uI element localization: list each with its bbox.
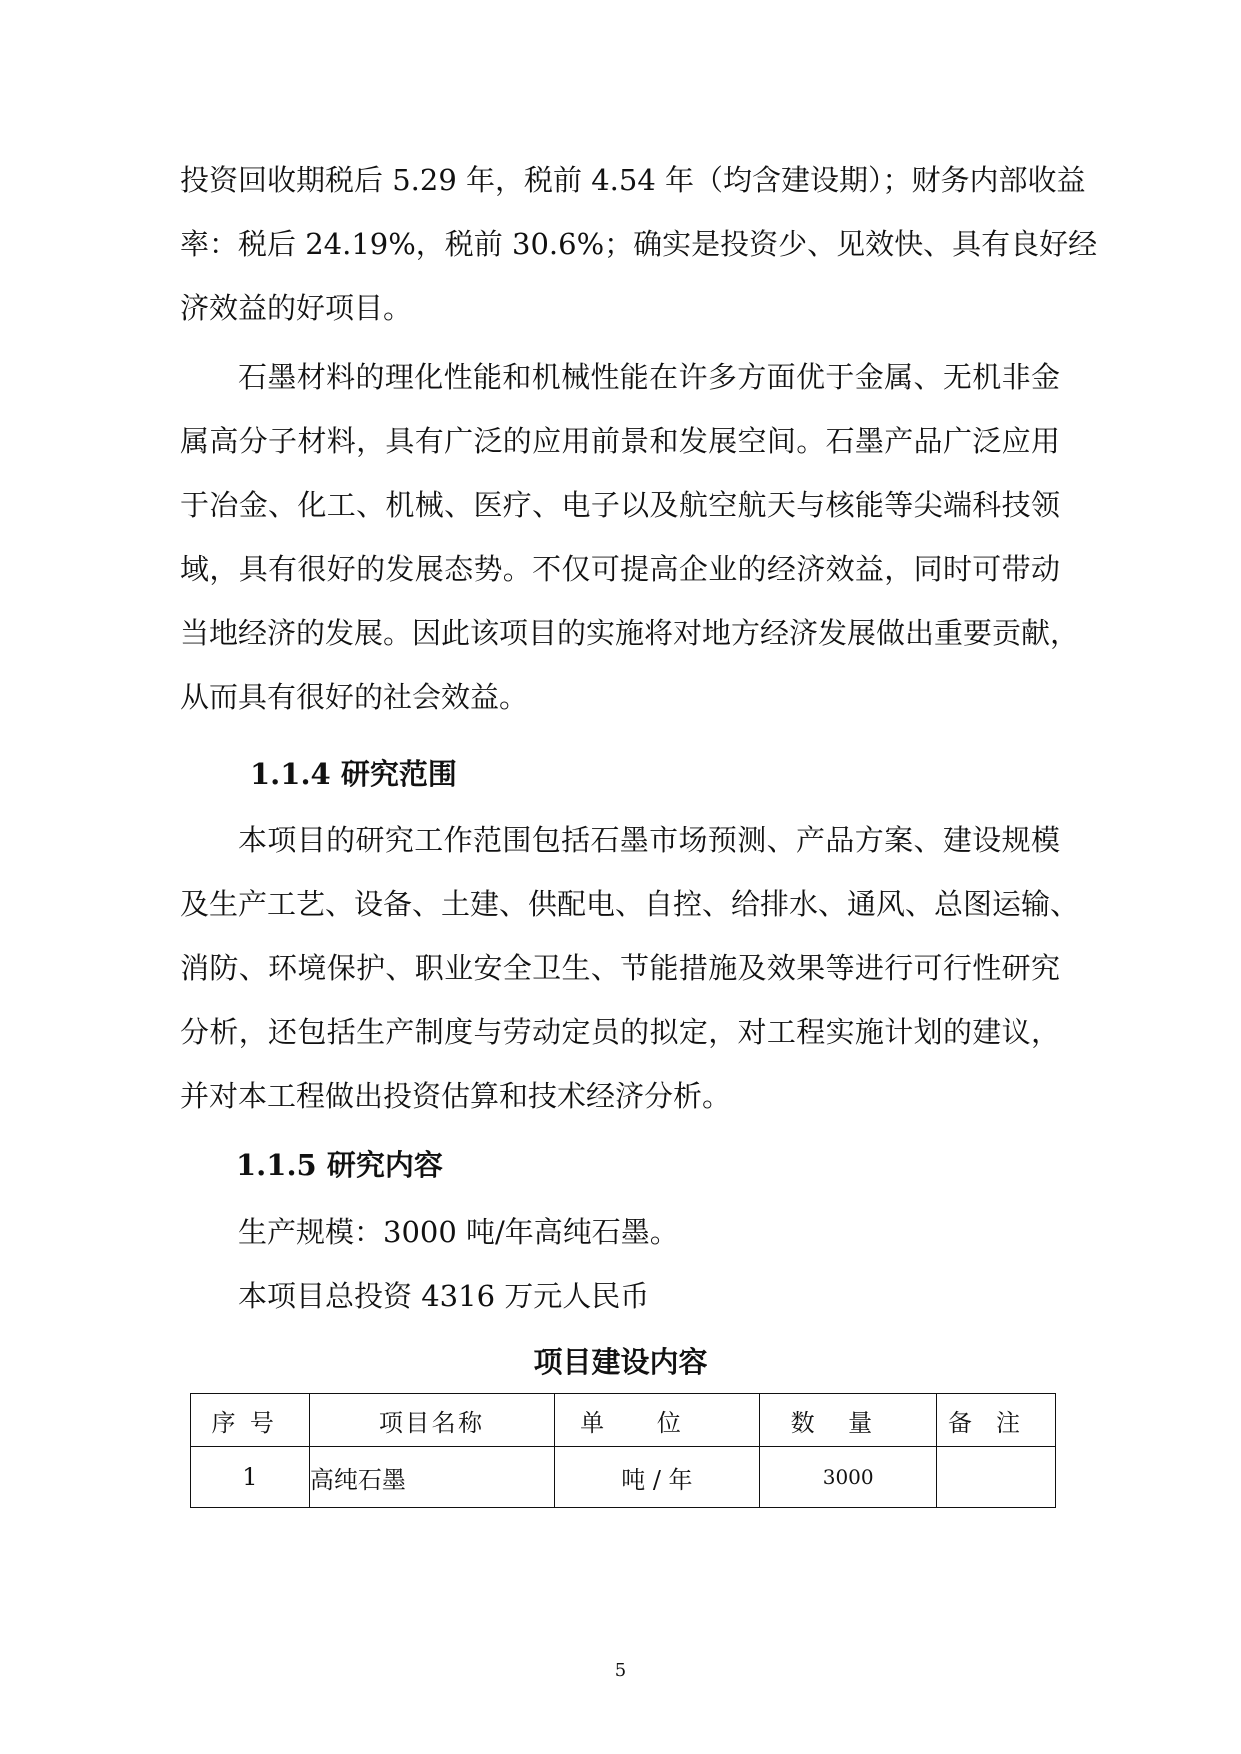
section-heading-1-1-4: 1.1.4 研究范围 bbox=[250, 757, 457, 791]
project-content-table bbox=[190, 1393, 1056, 1508]
column-header-note: 备注 bbox=[937, 1394, 1056, 1447]
text-line: 济效益的好项目。 bbox=[180, 291, 413, 325]
table-title: 项目建设内容 bbox=[533, 1345, 708, 1379]
cell-unit: 吨 / 年 bbox=[554, 1447, 760, 1508]
text-line: 石墨材料的理化性能和机械性能在许多方面优于金属、无机非金 bbox=[238, 360, 1060, 394]
paragraph-total-investment bbox=[180, 1264, 1060, 1328]
text-line: 分析，还包括生产制度与劳动定员的拟定，对工程实施计划的建议， bbox=[180, 1015, 1060, 1049]
cell-qty: 3000 bbox=[760, 1447, 937, 1508]
text-line: 本项目的研究工作范围包括石墨市场预测、产品方案、建设规模 bbox=[238, 823, 1060, 857]
column-header-qty: 数量 bbox=[760, 1394, 937, 1447]
column-header-name: 项目名称 bbox=[309, 1394, 554, 1447]
text-line: 属高分子材料，具有广泛的应用前景和发展空间。石墨产品广泛应用 bbox=[180, 424, 1060, 458]
table-row bbox=[191, 1447, 1056, 1508]
paragraph-production-scale bbox=[180, 1200, 1060, 1264]
paragraph-research-scope bbox=[180, 808, 1080, 1128]
text-line: 从而具有很好的社会效益。 bbox=[180, 680, 529, 714]
paragraph-investment-return bbox=[180, 148, 1098, 340]
text-line: 当地经济的发展。因此该项目的实施将对地方经济发展做出重要贡献， bbox=[180, 616, 1080, 650]
paragraph-graphite-benefits bbox=[180, 345, 1080, 729]
text-line: 域，具有很好的发展态势。不仅可提高企业的经济效益，同时可带动 bbox=[180, 552, 1060, 586]
text-line: 消防、环境保护、职业安全卫生、节能措施及效果等进行可行性研究 bbox=[180, 951, 1060, 985]
cell-name: 高纯石墨 bbox=[309, 1447, 554, 1508]
text-line: 于冶金、化工、机械、医疗、电子以及航空航天与核能等尖端科技领 bbox=[180, 488, 1060, 522]
text-line: 投资回收期税后 5.29 年，税前 4.54 年（均含建设期）；财务内部收益 bbox=[180, 163, 1086, 197]
section-heading-1-1-5: 1.1.5 研究内容 bbox=[236, 1148, 443, 1182]
column-header-unit: 单位 bbox=[554, 1394, 760, 1447]
text-line: 及生产工艺、设备、土建、供配电、自控、给排水、通风、总图运输、 bbox=[180, 887, 1080, 921]
page-number: 5 bbox=[614, 1660, 627, 1681]
table-header-row bbox=[191, 1394, 1056, 1447]
cell-no: 1 bbox=[191, 1447, 310, 1508]
text-line: 并对本工程做出投资估算和技术经济分析。 bbox=[180, 1079, 732, 1113]
text-line: 生产规模：3000 吨/年高纯石墨。 bbox=[238, 1215, 679, 1249]
text-line: 率：税后 24.19%，税前 30.6%；确实是投资少、见效快、具有良好经 bbox=[180, 227, 1098, 261]
text-line: 本项目总投资 4316 万元人民币 bbox=[238, 1279, 650, 1313]
cell-note bbox=[937, 1447, 1056, 1508]
column-header-no: 序号 bbox=[191, 1394, 310, 1447]
